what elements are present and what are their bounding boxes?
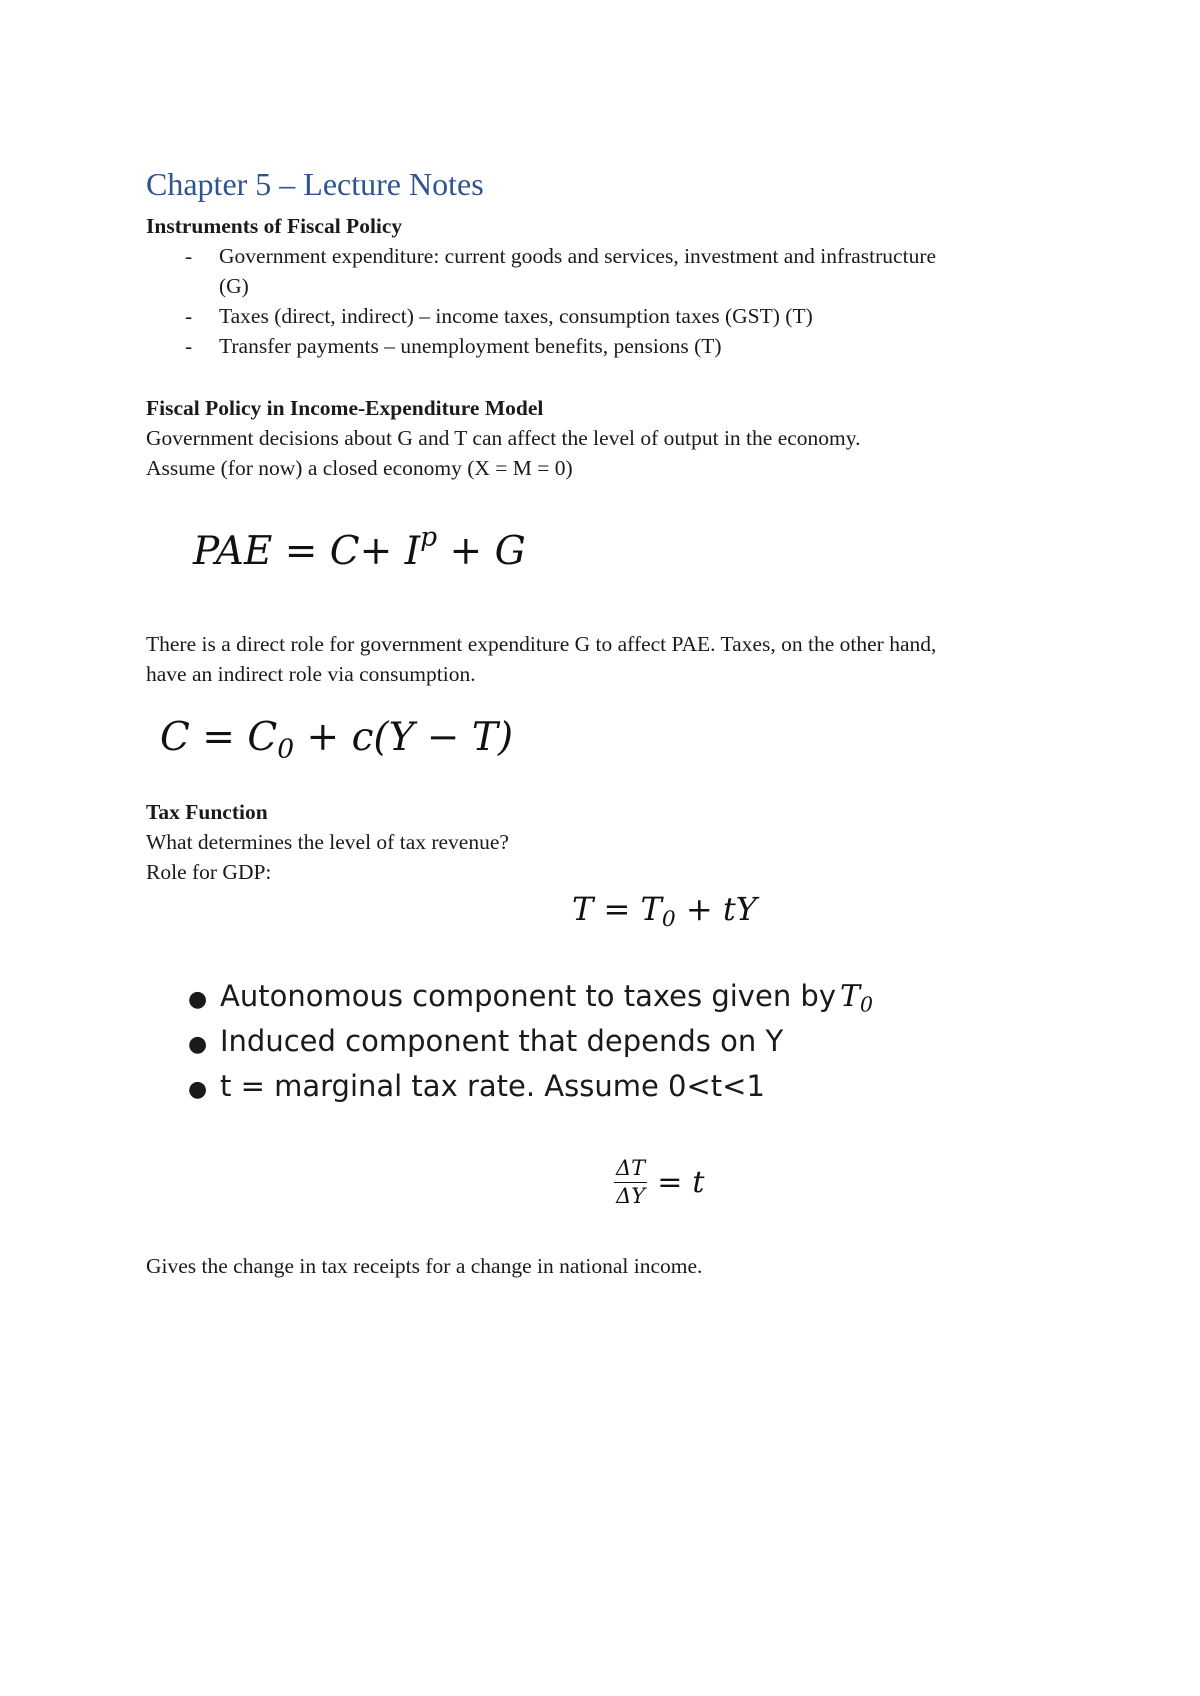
list-item-transfer-payments: Transfer payments – unemployment benefits, pensions (T) [219,334,722,358]
paragraph-indirect-role: have an indirect role via consumption. [146,662,476,686]
list-dash: - [185,244,193,268]
page-title: Chapter 5 – Lecture Notes [146,166,484,202]
equation-marginal-rate: $\frac{\Delta T}{\Delta Y}$ = t [616,1156,705,1208]
list-item-government-expenditure-continued: (G) [219,274,249,298]
bullet-induced-component: ● Induced component that depends on Y [188,1024,784,1058]
heading-fiscal-policy-income-expenditure: Fiscal Policy in Income-Expenditure Model [146,396,544,420]
bullet-dot: ● [188,1032,208,1057]
paragraph-closed-economy: Assume (for now) a closed economy (X = M = 0) [146,456,573,480]
paragraph-direct-role: There is a direct role for government expenditure G to affect PAE. Taxes, on the other hand, [146,632,937,656]
bullet-autonomous-component: ● Autonomous component to taxes given by $T_0$ [188,979,873,1017]
equation-tax-function: $T = T_0$ + tY [572,890,757,933]
paragraph-change-in-tax-receipts: Gives the change in tax receipts for a change in national income. [146,1254,703,1278]
equation-pae: PAE = $C+ I^p + G$ [193,521,526,574]
paragraph-role-for-gdp: Role for GDP: [146,860,272,884]
bullet-marginal-tax-rate: ● t = marginal tax rate. Assume 0<t<1 [188,1069,765,1103]
bullet-math-t0: $T_0$ [839,979,873,1017]
list-dash: - [185,304,193,328]
equation-consumption: $C = C_0 + c(Y - T)$ [160,715,514,765]
list-dash: - [185,334,193,358]
bullet-dot: ● [188,987,208,1012]
fraction-delta-t-over-delta-y: $\frac{\Delta T}{\Delta Y}$ [616,1156,646,1208]
list-item-government-expenditure: Government expenditure: current goods and services, investment and infrastructure [219,244,937,268]
heading-tax-function: Tax Function [146,800,268,824]
bullet-dot: ● [188,1077,208,1102]
list-item-taxes: Taxes (direct, indirect) – income taxes, consumption taxes (GST) (T) [219,304,813,328]
paragraph-tax-revenue-question: What determines the level of tax revenue? [146,830,509,854]
paragraph-government-decisions: Government decisions about G and T can affect the level of output in the economy. [146,426,861,450]
heading-instruments-of-fiscal-policy: Instruments of Fiscal Policy [146,214,403,238]
